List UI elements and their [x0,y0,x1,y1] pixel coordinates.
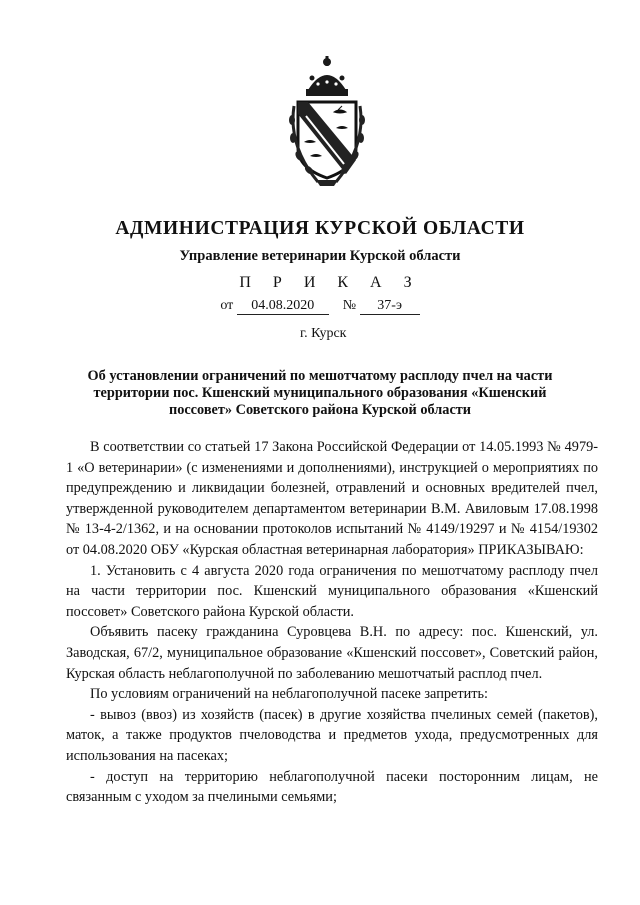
order-date: 04.08.2020 [237,298,329,315]
order-title-line: поссовет» Советского района Курской области [168,402,472,418]
order-body [66,437,598,808]
body-paragraph: Объявить пасеку гражданина Суровцева В.Н. по адресу: пос. Кшенский, ул. Заводская, 67/2, муниципальное образование «Кшенский поссовет», Советский район, Курская область неблагополучной по заболеванию мешотчатый расплод пчел. [66,624,598,682]
order-title-line: территории пос. Кшенский муниципального образования «Кшенский [93,385,547,401]
order-title-line: Об установлении ограничений по мешотчатому расплоду пчел на части [87,368,553,384]
order-title [0,368,640,419]
order-number: 37-э [360,298,420,315]
body-paragraph: 1. Установить с 4 августа 2020 года ограничения по мешотчатому расплоду пчел на части территории пос. Кшенский муниципального образования «Кшенский поссовет» Советского района Курской области. [66,562,598,620]
body-paragraph: - доступ на территорию неблагополучной пасеки посторонним лицам, не связанным с уходом за пчелиными семьями; [66,768,598,806]
organization-title: АДМИНИСТРАЦИЯ КУРСКОЙ ОБЛАСТИ [115,218,525,239]
body-paragraph: В соответствии со статьей 17 Закона Российской Федерации от 14.05.1993 № 4979-1 «О ветеринарии» (с изменениями и дополнениями), инструкцией о мероприятиях по предупреждению и ликвидации болезней, отравлений и основных вредителей пчел, утвержденной руководителем департаментом ветеринарии В.М. Авиловым 17.08.1998 № 13-4-2/1362, и на основании протоколов испытаний № 4149/19297 и № 4154/19302 от 04.08.2020 ОБУ «Курская областная ветеринарная лаборатория» ПРИКАЗЫВАЮ: [66,439,598,558]
date-number-line [0,298,640,315]
date-prefix: от [220,298,234,313]
city: г. Курск [300,326,347,341]
document-type: П Р И К А З [239,274,421,291]
number-prefix: № [342,298,357,313]
department-title: Управление ветеринарии Курской области [179,248,461,264]
coat-of-arms-icon [288,56,366,186]
body-paragraph: По условиям ограничений на неблагополучной пасеке запретить: [90,686,488,703]
body-paragraph: - вывоз (ввоз) из хозяйств (пасек) в другие хозяйства пчелиных семей (пакетов), маток, а также продуктов пчеловодства и предметов ухода, предусмотренных для использования на пасеках; [66,706,598,764]
